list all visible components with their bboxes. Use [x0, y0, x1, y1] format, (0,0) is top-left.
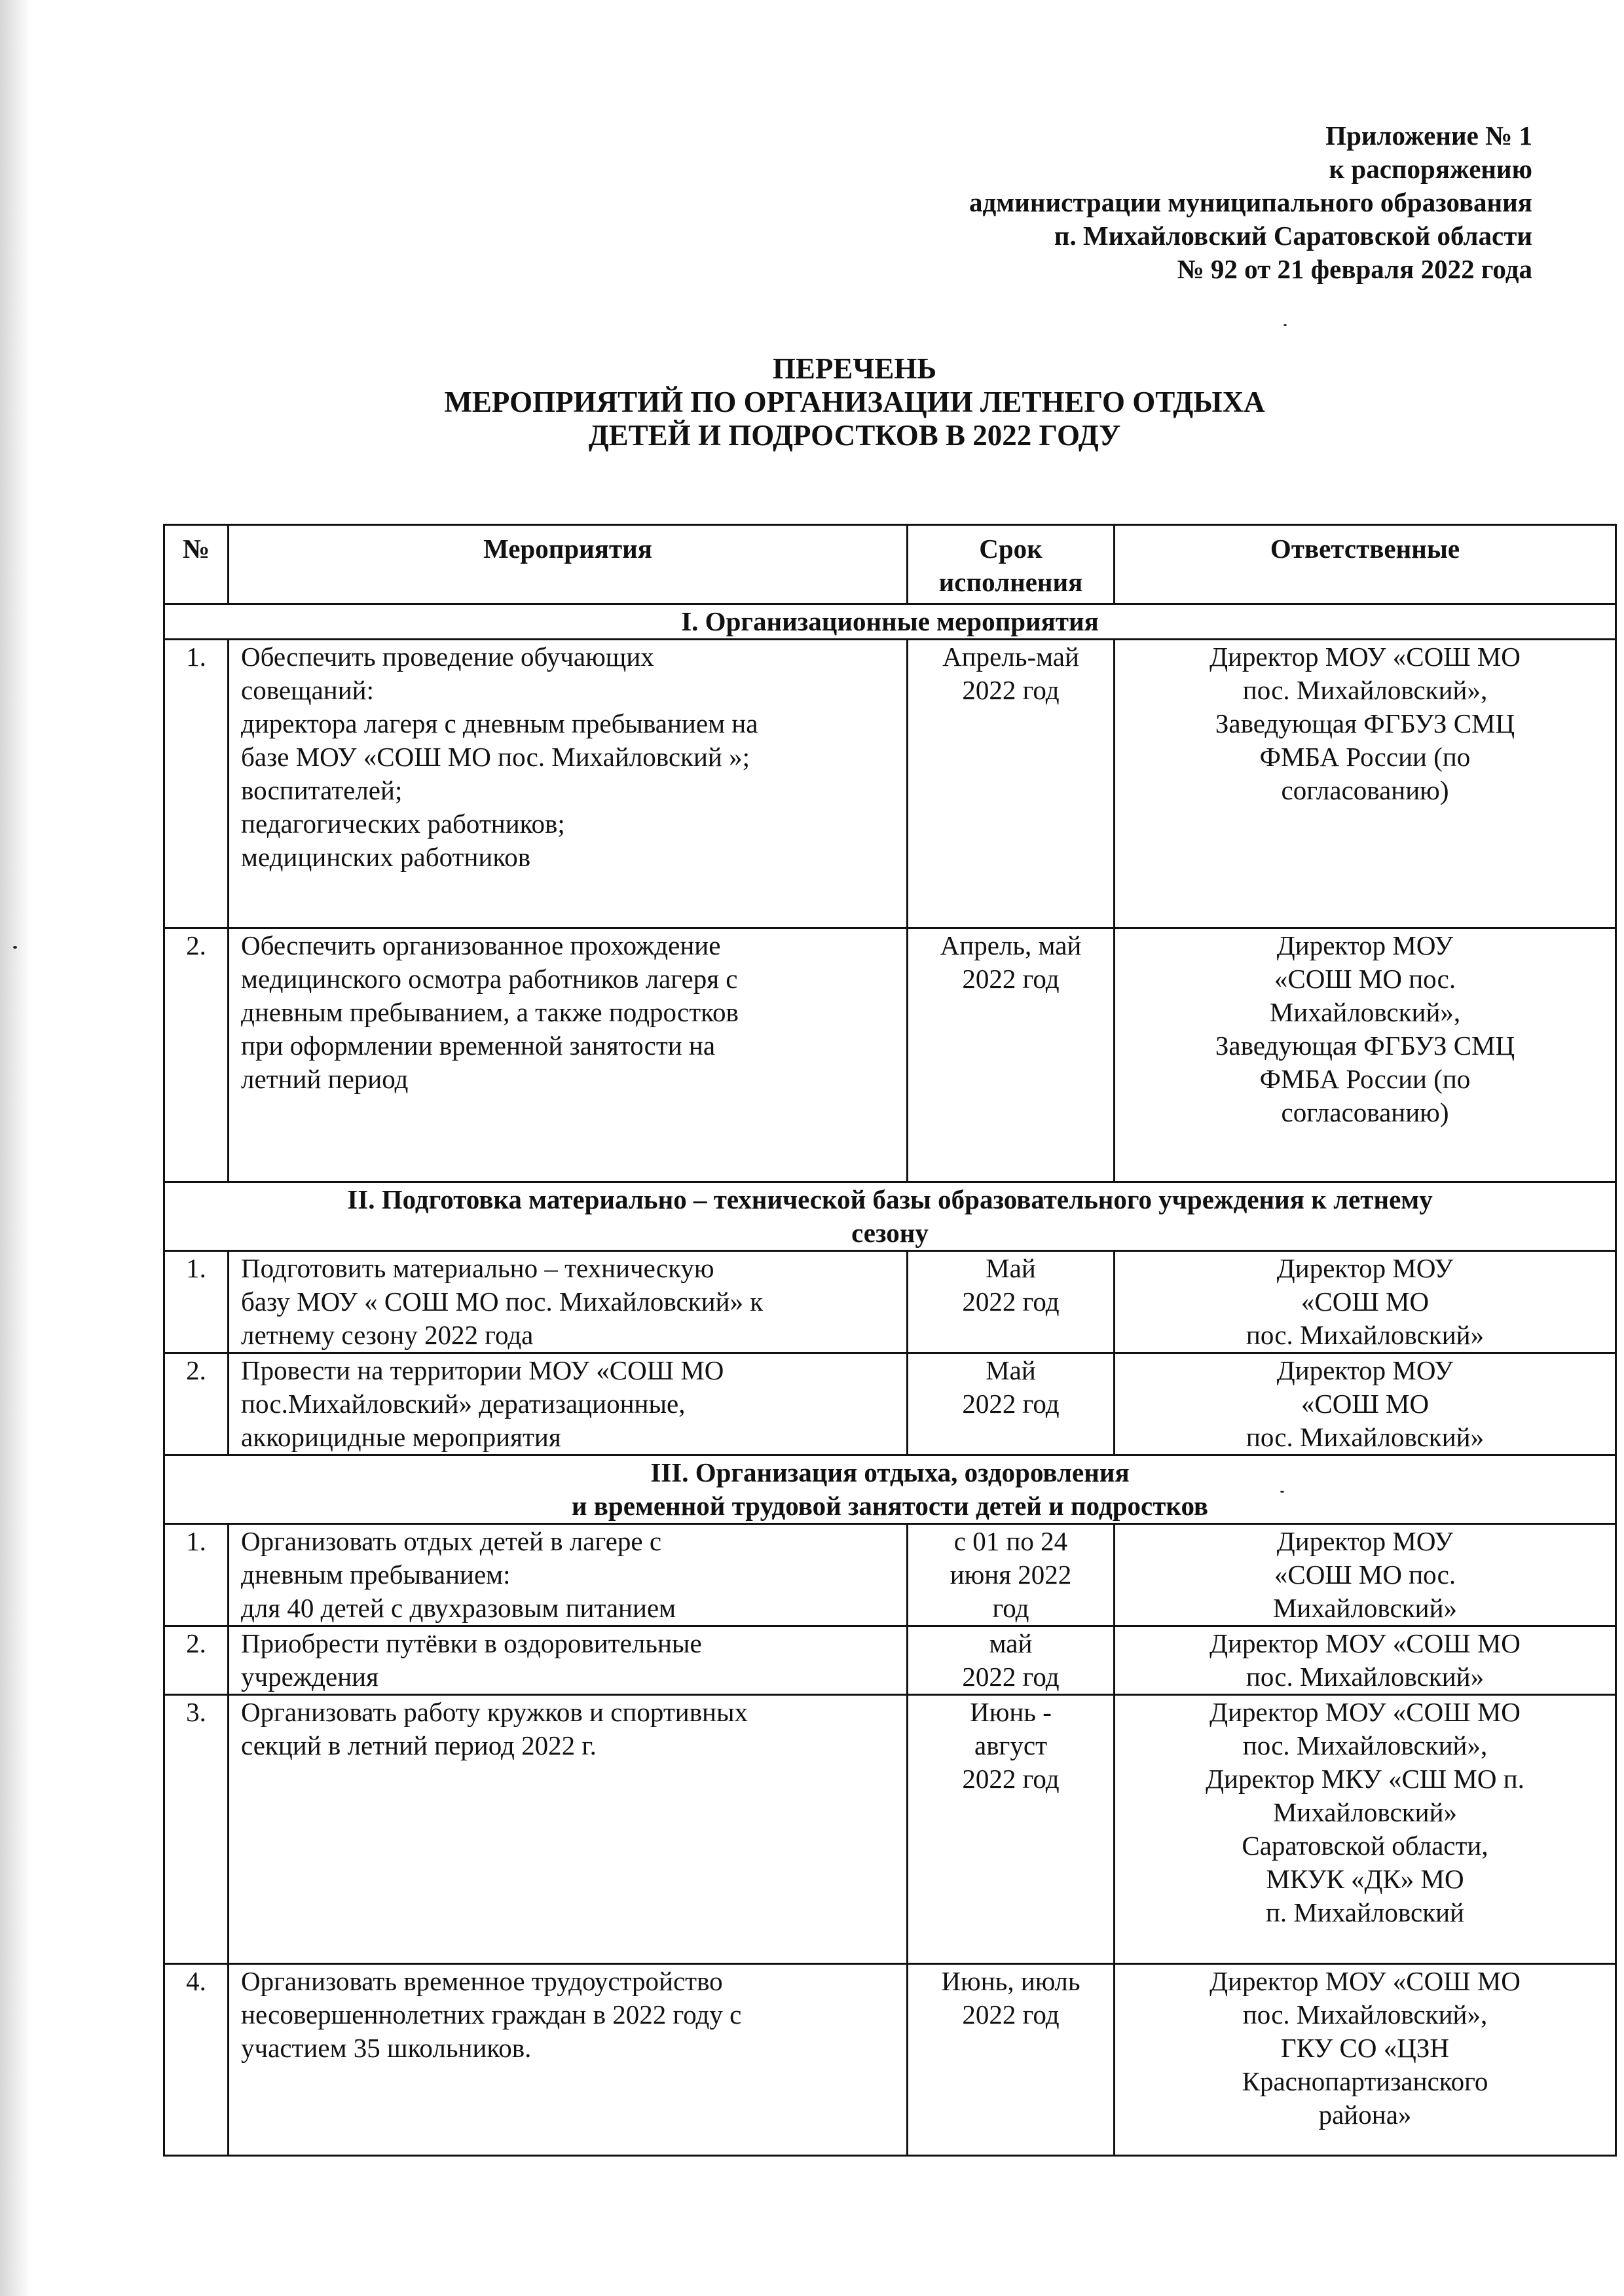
appendix-line: № 92 от 21 февраля 2022 года — [1177, 254, 1532, 284]
row-num: 1. — [164, 1251, 229, 1353]
row-responsible: Директор МОУ «СОШ МО пос. Михайловский» — [1115, 1626, 1616, 1695]
scan-speck — [1283, 324, 1287, 326]
table-row — [164, 1251, 1616, 1353]
row-num: 1. — [164, 640, 229, 928]
row-term: Апрель, май 2022 год — [908, 928, 1115, 1182]
appendix-line: к распоряжению — [1329, 154, 1532, 184]
row-event: Провести на территории МОУ «СОШ МО пос.Михайловский» дератизационные, аккорицидные мероприятия — [229, 1353, 908, 1455]
document-title — [151, 352, 1559, 452]
row-event: Обеспечить проведение обучающих совещаний: директора лагеря с дневным пребыванием на базе МОУ «СОШ МО пос. Михайловский »; воспитателей; педагогических работников; медицинских работников — [229, 640, 908, 928]
title-line: ПЕРЕЧЕНЬ — [772, 352, 937, 385]
table-row — [164, 640, 1616, 928]
appendix-line: администрации муниципального образования — [969, 187, 1532, 217]
table-row — [164, 928, 1616, 1182]
appendix-line: Приложение № 1 — [1325, 120, 1532, 151]
header-term: Срок исполнения — [908, 525, 1115, 604]
section-title: I. Организационные мероприятия — [164, 604, 1616, 640]
row-responsible: Директор МОУ «СОШ МО пос. Михайловский», Директор МКУ «СШ МО п. Михайловский» Саратовской области, МКУК «ДК» МО п. Михайловский — [1115, 1695, 1616, 1964]
appendix-header — [969, 119, 1532, 286]
row-event: Организовать отдых детей в лагере с дневным пребыванием: для 40 детей с двухразовым питанием — [229, 1524, 908, 1626]
table-header-row — [164, 525, 1616, 604]
row-responsible: Директор МОУ «СОШ МО пос. Михайловский», Заведующая ФГБУЗ СМЦ ФМБА России (по согласованию) — [1115, 928, 1616, 1182]
row-term: Май 2022 год — [908, 1251, 1115, 1353]
row-responsible: Директор МОУ «СОШ МО пос. Михайловский», Заведующая ФГБУЗ СМЦ ФМБА России (по согласованию) — [1115, 640, 1616, 928]
row-num: 2. — [164, 1353, 229, 1455]
row-num: 3. — [164, 1695, 229, 1964]
table-row — [164, 1964, 1616, 2156]
row-num: 2. — [164, 928, 229, 1182]
section-row — [164, 604, 1616, 640]
table-row — [164, 1524, 1616, 1626]
scan-speck — [13, 946, 17, 949]
row-event: Приобрести путёвки в оздоровительные учреждения — [229, 1626, 908, 1695]
row-term: Май 2022 год — [908, 1353, 1115, 1455]
section-title: II. Подготовка материально – технической базы образовательного учреждения к летнему сезону — [164, 1182, 1616, 1251]
section-row — [164, 1182, 1616, 1251]
title-line: ДЕТЕЙ И ПОДРОСТКОВ В 2022 ГОДУ — [588, 419, 1121, 452]
row-num: 2. — [164, 1626, 229, 1695]
scan-edge-shadow — [0, 0, 30, 2296]
row-event: Организовать работу кружков и спортивных секций в летний период 2022 г. — [229, 1695, 908, 1964]
appendix-line: п. Михайловский Саратовской области — [1054, 221, 1532, 251]
header-num: № — [164, 525, 229, 604]
row-num: 4. — [164, 1964, 229, 2156]
row-responsible: Директор МОУ «СОШ МО пос. Михайловский» — [1115, 1353, 1616, 1455]
scan-speck — [1280, 1491, 1284, 1493]
row-event: Организовать временное трудоустройство несовершеннолетних граждан в 2022 году с участием 35 школьников. — [229, 1964, 908, 2156]
header-event: Мероприятия — [229, 525, 908, 604]
row-event: Обеспечить организованное прохождение медицинского осмотра работников лагеря с дневным пребыванием, а также подростков при оформлении временной занятости на летний период — [229, 928, 908, 1182]
row-term: май 2022 год — [908, 1626, 1115, 1695]
row-event: Подготовить материально – техническую базу МОУ « СОШ МО пос. Михайловский» к летнему сезону 2022 года — [229, 1251, 908, 1353]
row-term: Июнь - август 2022 год — [908, 1695, 1115, 1964]
section-row — [164, 1455, 1616, 1524]
row-term: с 01 по 24 июня 2022 год — [908, 1524, 1115, 1626]
table-row — [164, 1695, 1616, 1964]
table-row — [164, 1353, 1616, 1455]
row-num: 1. — [164, 1524, 229, 1626]
row-responsible: Директор МОУ «СОШ МО пос. Михайловский», ГКУ СО «ЦЗН Краснопартизанского района» — [1115, 1964, 1616, 2156]
row-term: Апрель-май 2022 год — [908, 640, 1115, 928]
row-term: Июнь, июль 2022 год — [908, 1964, 1115, 2156]
row-responsible: Директор МОУ «СОШ МО пос. Михайловский» — [1115, 1251, 1616, 1353]
events-table — [163, 524, 1617, 2157]
header-responsible: Ответственные — [1115, 525, 1616, 604]
row-responsible: Директор МОУ «СОШ МО пос. Михайловский» — [1115, 1524, 1616, 1626]
section-title: III. Организация отдыха, оздоровления и временной трудовой занятости детей и подростков — [164, 1455, 1616, 1524]
table-row — [164, 1626, 1616, 1695]
title-line: МЕРОПРИЯТИЙ ПО ОРГАНИЗАЦИИ ЛЕТНЕГО ОТДЫХА — [444, 386, 1265, 418]
